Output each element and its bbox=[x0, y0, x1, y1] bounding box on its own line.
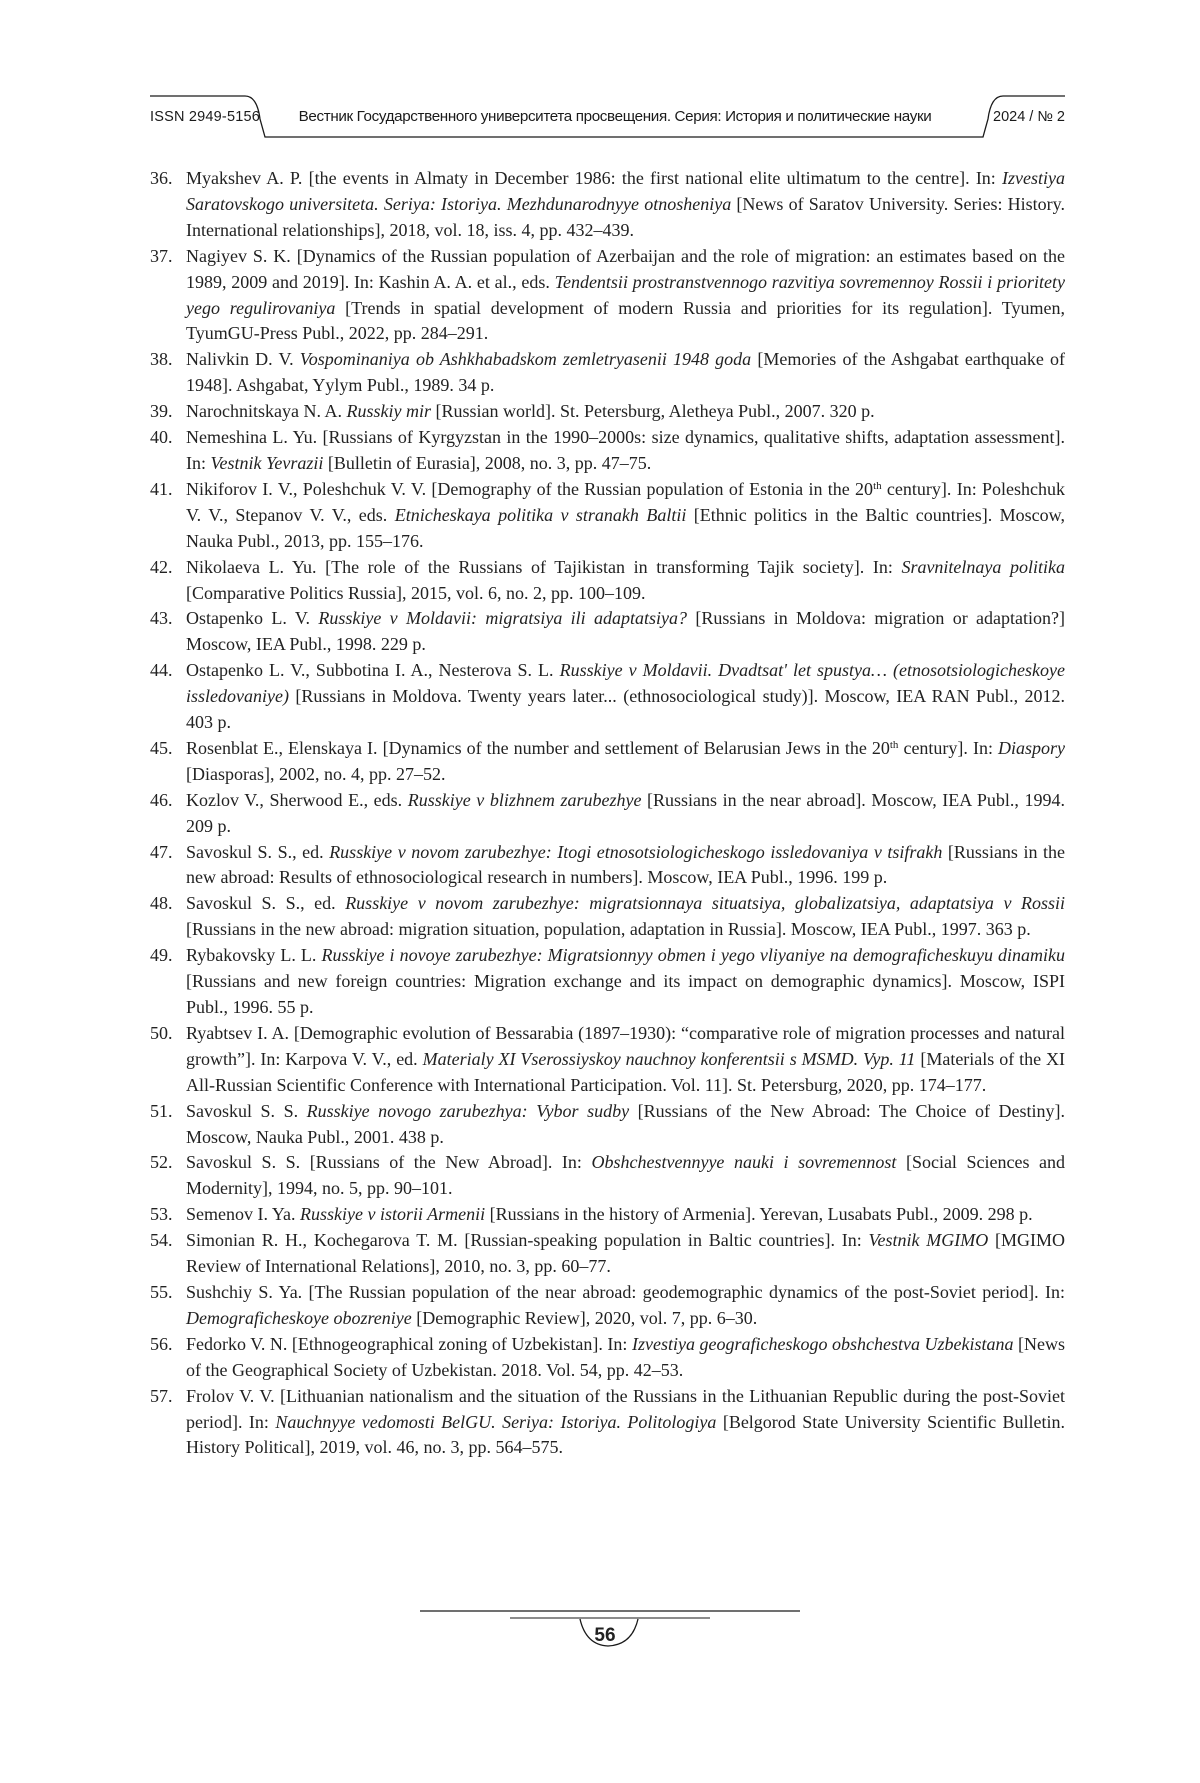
reference-text: Savoskul S. S., ed. bbox=[186, 893, 346, 914]
reference-text: [Comparative Politics Russia], 2015, vol. 6, no. 2, pp. 100–109. bbox=[186, 582, 646, 603]
reference-source-title: Russkiye v blizhnem zarubezhye bbox=[407, 789, 642, 810]
reference-item bbox=[150, 943, 1065, 1021]
reference-number: 47. bbox=[150, 841, 173, 862]
reference-item bbox=[150, 840, 1065, 892]
reference-text: [Russians in the near abroad]. Moscow, IEA Publ., 1994. 209 p. bbox=[186, 789, 1065, 836]
reference-number: 39. bbox=[150, 401, 173, 422]
reference-text: Savoskul S. S., ed. bbox=[186, 841, 330, 862]
reference-text: [Diasporas], 2002, no. 4, pp. 27–52. bbox=[186, 763, 446, 784]
reference-item bbox=[150, 555, 1065, 607]
reference-text: [Russians in the history of Armenia]. Yerevan, Lusabats Publ., 2009. 298 p. bbox=[485, 1204, 1033, 1225]
reference-number: 46. bbox=[150, 789, 173, 810]
reference-item bbox=[150, 1280, 1065, 1332]
reference-source-title: Russkiye v novom zarubezhye: Itogi etnosotsiologicheskogo issledovaniya v tsifrakh bbox=[329, 841, 943, 862]
reference-source-title: Russkiye v Moldavii: migratsiya ili adaptatsiya? bbox=[318, 608, 688, 629]
reference-number: 56. bbox=[150, 1333, 173, 1354]
page-number: 56 bbox=[594, 1625, 616, 1646]
page-footer bbox=[410, 1605, 800, 1655]
reference-number: 52. bbox=[150, 1152, 173, 1173]
reference-text: [Russian world]. St. Petersburg, Aletheya Publ., 2007. 320 p. bbox=[430, 401, 875, 422]
reference-number: 55. bbox=[150, 1281, 173, 1302]
reference-number: 40. bbox=[150, 427, 173, 448]
reference-number: 48. bbox=[150, 893, 173, 914]
reference-source-title: Russkiye v Moldavii. Dvadtsat' let spustya… (etnosotsiologicheskoye issledovaniye) bbox=[186, 660, 1065, 707]
reference-text: [Russians of the New Abroad: The Choice of Destiny]. Moscow, Nauka Publ., 2001. 438 p. bbox=[186, 1100, 1065, 1147]
reference-text: Narochnitskaya N. A. bbox=[186, 401, 347, 422]
reference-text: [Memories of the Ashgabat earthquake of 1948]. Ashgabat, Yylym Publ., 1989. 34 p. bbox=[186, 349, 1065, 396]
reference-text: Nagiyev S. K. [Dynamics of the Russian population of Azerbaijan and the role of migration: an estimates based on the 1989, 2009 and 2019]. In: Kashin A. A. et al., eds. bbox=[186, 245, 1065, 292]
reference-item bbox=[150, 1384, 1065, 1462]
reference-source-title: Izvestiya geograficheskogo obshchestva Uzbekistana bbox=[631, 1333, 1014, 1354]
reference-number: 45. bbox=[150, 737, 173, 758]
reference-item bbox=[150, 1150, 1065, 1202]
reference-number: 49. bbox=[150, 945, 173, 966]
reference-text: Ostapenko L. V. bbox=[186, 608, 319, 629]
reference-source-title: Russkiye novogo zarubezhya: Vybor sudby bbox=[306, 1100, 630, 1121]
issue-number: 2024 / № 2 bbox=[993, 109, 1065, 125]
reference-number: 42. bbox=[150, 556, 173, 577]
reference-text: [News of the Geographical Society of Uzbekistan. 2018. Vol. 54, pp. 42–53. bbox=[186, 1333, 1065, 1380]
reference-text: [Ethnic politics in the Baltic countries]. Moscow, Nauka Publ., 2013, pp. 155–176. bbox=[186, 504, 1065, 551]
reference-text: Savoskul S. S. bbox=[186, 1100, 307, 1121]
reference-item bbox=[150, 891, 1065, 943]
reference-source-title: Russkiy mir bbox=[346, 401, 431, 422]
reference-text: Frolov V. V. [Lithuanian nationalism and the situation of the Russians in the Lithuanian Republic during the post-Soviet period]. In: bbox=[186, 1385, 1065, 1432]
reference-number: 57. bbox=[150, 1385, 173, 1406]
reference-list bbox=[150, 166, 1065, 1461]
reference-text: Nikiforov I. V., Poleshchuk V. V. [Demography of the Russian population of Estonia in the 20 bbox=[186, 478, 874, 499]
reference-source-title: Izvestiya Saratovskogo universiteta. Seriya: Istoriya. Mezhdunarodnyye otnosheniya bbox=[186, 168, 1065, 214]
reference-number: 37. bbox=[150, 245, 173, 266]
reference-number: 38. bbox=[150, 349, 173, 370]
reference-text: Nemeshina L. Yu. [Russians of Kyrgyzstan in the 1990–2000s: size dynamics, qualitative shifts, adaptation assessment]. In: bbox=[186, 427, 1065, 473]
reference-text: [Demographic Review], 2020, vol. 7, pp. 6–30. bbox=[411, 1307, 758, 1328]
reference-item bbox=[150, 1021, 1065, 1099]
reference-text: Simonian R. H., Kochegarova T. M. [Russian-speaking population in Baltic countries]. In: bbox=[186, 1230, 869, 1251]
reference-text: Rybakovsky L. L. bbox=[186, 945, 322, 966]
reference-number: 44. bbox=[150, 660, 173, 681]
reference-text: [Russians and new foreign countries: Migration exchange and its impact on demographic dynamics]. Moscow, ISPI Publ., 1996. 55 p. bbox=[186, 971, 1065, 1017]
reference-text: century]. In: bbox=[898, 737, 998, 758]
reference-superscript: th bbox=[889, 738, 899, 751]
reference-source-title: Obshchestvennyye nauki i sovremennost bbox=[591, 1152, 897, 1173]
reference-text: [Materials of the XI All-Russian Scientific Conference with International Participation. Vol. 11]. St. Petersburg, 2020, pp. 174–177. bbox=[186, 1048, 1066, 1095]
reference-item bbox=[150, 244, 1065, 348]
reference-item bbox=[150, 166, 1065, 244]
reference-text: Nalivkin D. V. bbox=[186, 349, 300, 370]
reference-item bbox=[150, 736, 1065, 788]
reference-number: 50. bbox=[150, 1022, 173, 1043]
reference-source-title: Russkiye v istorii Armenii bbox=[300, 1204, 486, 1225]
reference-text: Semenov I. Ya. bbox=[186, 1204, 301, 1225]
reference-text: Rosenblat E., Elenskaya I. [Dynamics of the number and settlement of Belarusian Jews in the 20 bbox=[186, 737, 890, 758]
reference-source-title: Diaspory bbox=[998, 737, 1065, 758]
reference-item bbox=[150, 1228, 1065, 1280]
reference-text: Myakshev A. P. [the events in Almaty in December 1986: the first national elite ultimatum to the centre]. In: bbox=[186, 168, 1003, 188]
reference-source-title: Vospominaniya ob Ashkhabadskom zemletryasenii 1948 goda bbox=[299, 349, 752, 370]
reference-item bbox=[150, 606, 1065, 658]
reference-number: 41. bbox=[150, 478, 173, 499]
reference-text: Sushchiy S. Ya. [The Russian population of the near abroad: geodemographic dynamics of the post-Soviet period]. In: bbox=[186, 1281, 1065, 1302]
reference-number: 53. bbox=[150, 1204, 173, 1225]
reference-source-title: Russkiye v novom zarubezhye: migratsionnaya situatsiya, globalizatsiya, adaptatsiya v Rossii bbox=[345, 893, 1065, 914]
reference-text: Ryabtsev I. A. [Demographic evolution of Bessarabia (1897–1930): “comparative role of migration processes and natural growth”]. In: Karpova V. V., ed. bbox=[186, 1022, 1065, 1069]
reference-item bbox=[150, 425, 1065, 477]
reference-text: [Social Sciences and Modernity], 1994, no. 5, pp. 90–101. bbox=[186, 1152, 1066, 1199]
reference-item bbox=[150, 1202, 1065, 1228]
reference-text: Kozlov V., Sherwood E., eds. bbox=[186, 789, 408, 810]
running-header bbox=[150, 93, 1065, 139]
reference-text: Nikolaeva L. Yu. [The role of the Russians of Tajikistan in transforming Tajik society]. In: bbox=[186, 556, 902, 577]
reference-source-title: Materialy XI Vserossiyskoy nauchnoy konferentsii s MSMD. Vyp. 11 bbox=[422, 1048, 916, 1069]
reference-item bbox=[150, 1099, 1065, 1151]
reference-text: [Trends in spatial development of modern Russia and priorities for its regulation]. Tyumen, TyumGU-Press Publ., 2022, pp. 284–291. bbox=[186, 297, 1065, 344]
reference-source-title: Russkiye i novoye zarubezhye: Migratsionnyy obmen i yego vliyaniye na demograficheskuyu dinamiku bbox=[321, 945, 1066, 966]
reference-text: [Belgorod State University Scientific Bulletin. History Political], 2019, vol. 46, no. 3, pp. 564–575. bbox=[186, 1411, 1065, 1458]
reference-text: [Russians in the new abroad: Results of ethnosociological research in numbers]. Moscow, IEA Publ., 1996. 199 p. bbox=[186, 841, 1066, 888]
reference-number: 54. bbox=[150, 1230, 173, 1251]
reference-text: [Russians in Moldova. Twenty years later... (ethnosociological study)]. Moscow, IEA RAN Publ., 2012. 403 p. bbox=[186, 686, 1065, 733]
reference-source-title: Demograficheskoye obozreniye bbox=[186, 1307, 412, 1328]
reference-text: century]. In: Poleshchuk V. V., Stepanov V. V., eds. bbox=[186, 478, 1065, 525]
issn: ISSN 2949-5156 bbox=[150, 109, 261, 125]
reference-source-title: Nauchnyye vedomosti BelGU. Seriya: Istoriya. Politologiya bbox=[275, 1411, 717, 1432]
reference-number: 36. bbox=[150, 168, 173, 188]
reference-item bbox=[150, 347, 1065, 399]
reference-text: [Russians in Moldova: migration or adaptation?] Moscow, IEA Publ., 1998. 229 p. bbox=[186, 608, 1065, 655]
reference-source-title: Sravnitelnaya politika bbox=[901, 556, 1066, 577]
reference-superscript: th bbox=[873, 479, 882, 492]
reference-text: [News of Saratov University. Series: History. International relationships], 2018, vol. 18, iss. 4, pp. 432–439. bbox=[186, 193, 1065, 240]
reference-text: Ostapenko L. V., Subbotina I. A., Nesterova S. L. bbox=[186, 660, 560, 681]
reference-text: [Bulletin of Eurasia], 2008, no. 3, pp. 47–75. bbox=[323, 452, 652, 473]
reference-source-title: Vestnik Yevrazii bbox=[210, 452, 324, 473]
reference-text: [MGIMO Review of International Relations], 2010, no. 3, pp. 60–77. bbox=[186, 1230, 1066, 1277]
reference-item bbox=[150, 1332, 1065, 1384]
reference-number: 43. bbox=[150, 608, 173, 629]
journal-title: Вестник Государственного университета просвещения. Серия: История и политические науки bbox=[298, 108, 932, 125]
reference-item bbox=[150, 399, 1065, 425]
reference-source-title: Tendentsii prostranstvennogo razvitiya sovremennoy Rossii i prioritety yego regulirovaniya bbox=[186, 271, 1065, 318]
reference-text: [Russians in the new abroad: migration situation, population, adaptation in Russia]. Moscow, IEA Publ., 1997. 363 p. bbox=[186, 919, 1031, 940]
reference-text: Fedorko V. N. [Ethnogeographical zoning of Uzbekistan]. In: bbox=[186, 1333, 632, 1354]
reference-item bbox=[150, 658, 1065, 736]
reference-source-title: Etnicheskaya politika v stranakh Baltii bbox=[394, 504, 687, 525]
reference-item bbox=[150, 477, 1065, 555]
reference-source-title: Vestnik MGIMO bbox=[868, 1230, 989, 1251]
reference-item bbox=[150, 788, 1065, 840]
reference-number: 51. bbox=[150, 1100, 173, 1121]
reference-text: Savoskul S. S. [Russians of the New Abroad]. In: bbox=[186, 1152, 592, 1173]
